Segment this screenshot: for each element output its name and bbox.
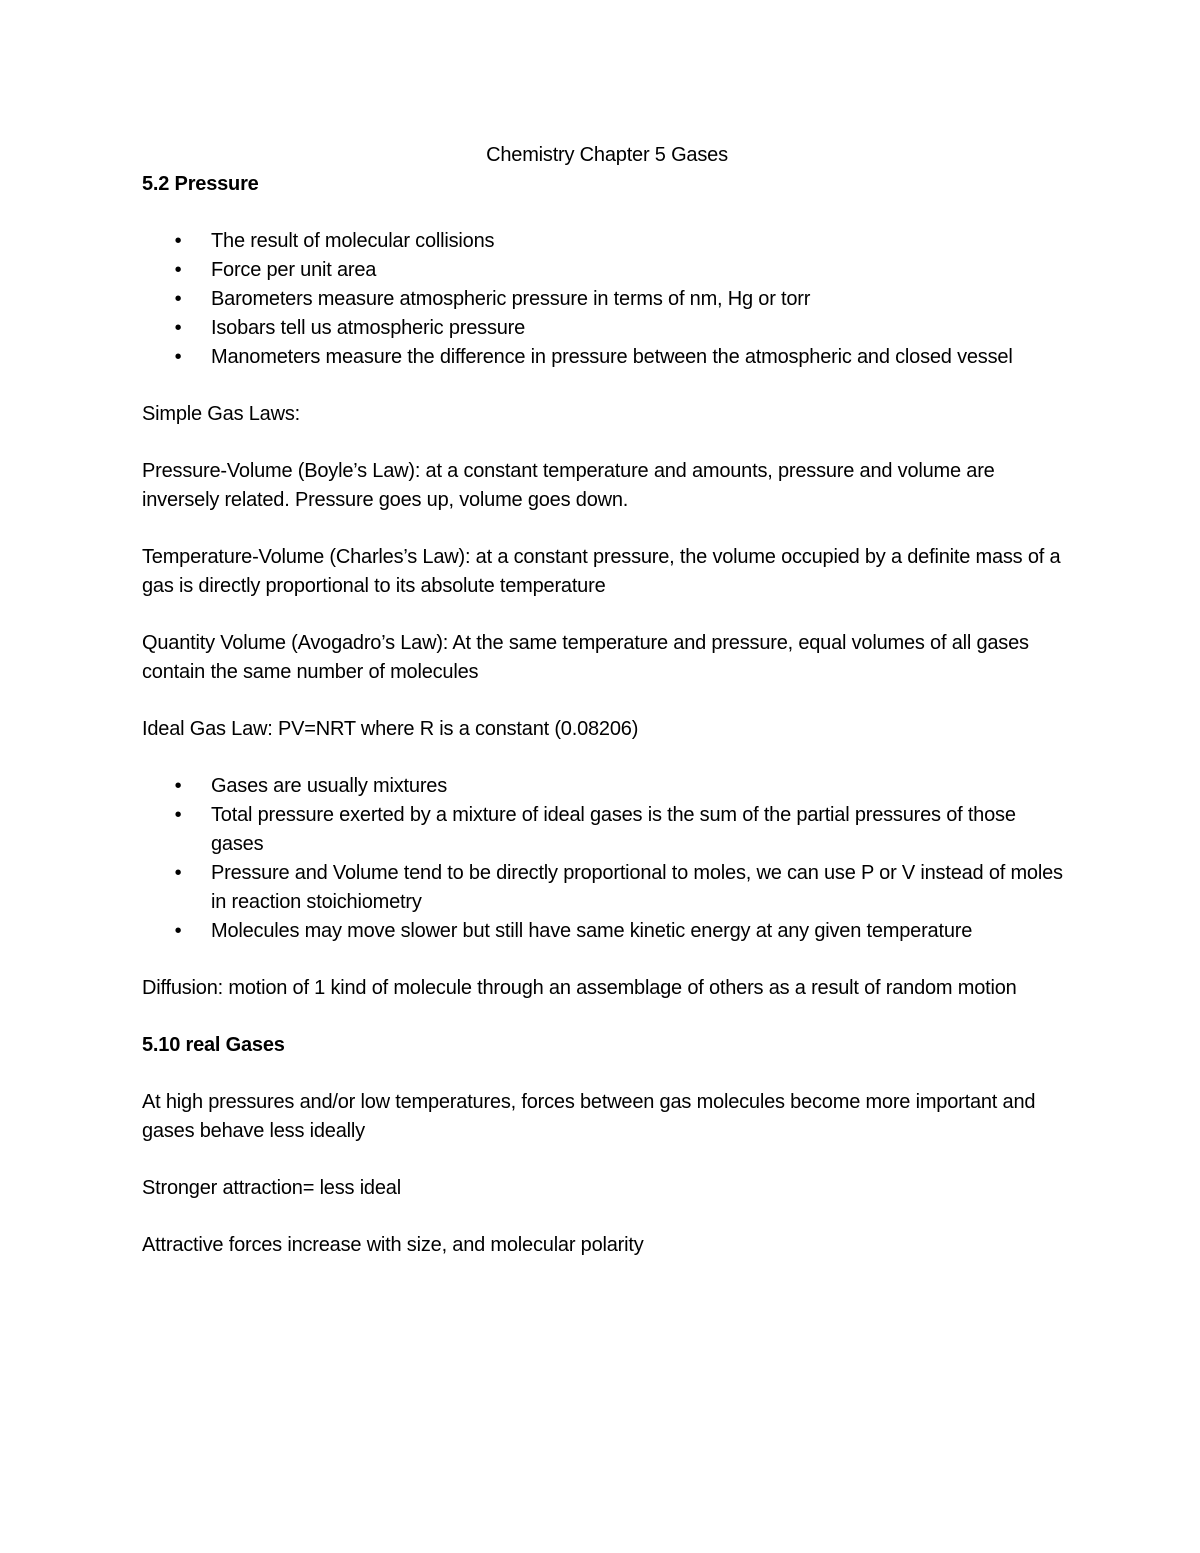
- section-heading-real-gases: 5.10 real Gases: [142, 1034, 285, 1056]
- list-item: • Isobars tell us atmospheric pressure: [211, 314, 1072, 343]
- simple-gas-laws-label: Simple Gas Laws:: [142, 403, 300, 425]
- bullet-icon: •: [174, 804, 182, 826]
- diffusion-paragraph: Diffusion: motion of 1 kind of molecule through an assemblage of others as a result of random motion: [142, 977, 1017, 999]
- section-heading-pressure: 5.2 Pressure: [142, 173, 259, 195]
- list-item: • Gases are usually mixtures: [211, 772, 1072, 801]
- bullet-icon: •: [174, 230, 182, 252]
- ideal-gas-bullet-list: [142, 772, 1072, 946]
- bullet-icon: •: [174, 775, 182, 797]
- boyles-law-paragraph: Pressure-Volume (Boyle’s Law): at a constant temperature and amounts, pressure and volume are inversely related. Pressure goes up, volume goes down.: [142, 460, 995, 511]
- bullet-icon: •: [174, 259, 182, 281]
- list-item: • Manometers measure the difference in pressure between the atmospheric and closed vessel: [211, 343, 1072, 372]
- real-gases-paragraph: At high pressures and/or low temperatures, forces between gas molecules become more important and gases behave less ideally: [142, 1091, 1036, 1142]
- stronger-attraction-paragraph: Stronger attraction= less ideal: [142, 1177, 401, 1199]
- list-item: • Force per unit area: [211, 256, 1072, 285]
- ideal-gas-law-paragraph: Ideal Gas Law: PV=NRT where R is a constant (0.08206): [142, 718, 639, 740]
- bullet-icon: •: [174, 862, 182, 884]
- list-item: • Molecules may move slower but still have same kinetic energy at any given temperature: [211, 917, 1072, 946]
- charles-law-paragraph: Temperature-Volume (Charles’s Law): at a constant pressure, the volume occupied by a definite mass of a gas is directly proportional to its absolute temperature: [142, 546, 1061, 597]
- list-item: • The result of molecular collisions: [211, 227, 1072, 256]
- bullet-icon: •: [174, 317, 182, 339]
- document-title: Chemistry Chapter 5 Gases: [486, 144, 728, 166]
- list-item: • Barometers measure atmospheric pressure in terms of nm, Hg or torr: [211, 285, 1072, 314]
- bullet-icon: •: [174, 288, 182, 310]
- list-item: • Pressure and Volume tend to be directly proportional to moles, we can use P or V instead of moles in reaction stoichiometry: [211, 859, 1072, 917]
- list-item: • Total pressure exerted by a mixture of ideal gases is the sum of the partial pressures of those gases: [211, 801, 1072, 859]
- attractive-forces-paragraph: Attractive forces increase with size, and molecular polarity: [142, 1234, 644, 1256]
- bullet-icon: •: [174, 346, 182, 368]
- bullet-icon: •: [174, 920, 182, 942]
- document-body: [142, 140, 1072, 1260]
- avogadros-law-paragraph: Quantity Volume (Avogadro’s Law): At the same temperature and pressure, equal volumes of all gases contain the same number of molecules: [142, 632, 1029, 683]
- pressure-bullet-list: [142, 227, 1072, 372]
